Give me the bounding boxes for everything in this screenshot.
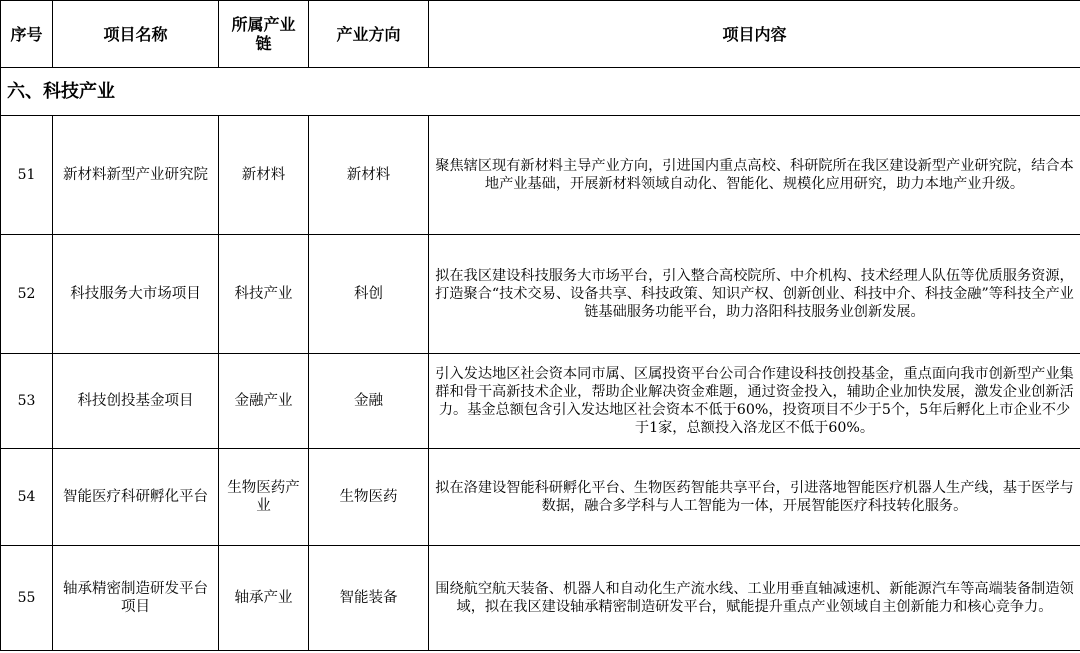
table-row <box>1 449 1080 546</box>
row-name: 新材料新型产业研究院 <box>53 116 219 235</box>
row-chain: 生物医药产业 <box>219 449 309 546</box>
table-row <box>1 116 1080 235</box>
row-seq: 54 <box>1 449 53 546</box>
table-row <box>1 235 1080 354</box>
row-seq: 53 <box>1 354 53 449</box>
row-chain: 轴承产业 <box>219 546 309 651</box>
row-content: 拟在我区建设科技服务大市场平台，引入整合高校院所、中介机构、技术经理人队伍等优质服务资源，打造聚合“技术交易、设备共享、科技政策、知识产权、创新创业、科技中介、科技金融”等科技全产业链基础服务功能平台，助力洛阳科技服务业创新发展。 <box>429 235 1080 354</box>
section-row <box>1 68 1080 116</box>
table-row <box>1 354 1080 449</box>
row-direction: 智能装备 <box>309 546 429 651</box>
header-seq: 序号 <box>1 1 53 68</box>
header-content: 项目内容 <box>429 1 1080 68</box>
section-title: 六、科技产业 <box>1 68 1080 116</box>
row-direction: 新材料 <box>309 116 429 235</box>
header-chain: 所属产业链 <box>219 1 309 68</box>
row-content: 聚焦辖区现有新材料主导产业方向，引进国内重点高校、科研院所在我区建设新型产业研究院，结合本地产业基础，开展新材料领域自动化、智能化、规模化应用研究，助力本地产业升级。 <box>429 116 1080 235</box>
row-name: 科技创投基金项目 <box>53 354 219 449</box>
row-chain: 金融产业 <box>219 354 309 449</box>
row-seq: 51 <box>1 116 53 235</box>
row-seq: 52 <box>1 235 53 354</box>
row-content: 引入发达地区社会资本同市属、区属投资平台公司合作建设科技创投基金，重点面向我市创新型产业集群和骨干高新技术企业，帮助企业解决资金难题，通过资金投入，辅助企业加快发展，激发企业创新活力。基金总额包含引入发达地区社会资本不低于60%，投资项目不少于5个，5年后孵化上市企业不少于1家，总额投入洛龙区不低于60%。 <box>429 354 1080 449</box>
row-chain: 科技产业 <box>219 235 309 354</box>
table-row <box>1 546 1080 651</box>
row-content: 拟在洛建设智能科研孵化平台、生物医药智能共享平台，引进落地智能医疗机器人生产线，基于医学与数据，融合多学科与人工智能为一体，开展智能医疗科技转化服务。 <box>429 449 1080 546</box>
row-direction: 生物医药 <box>309 449 429 546</box>
row-name: 科技服务大市场项目 <box>53 235 219 354</box>
row-seq: 55 <box>1 546 53 651</box>
row-content: 围绕航空航天装备、机器人和自动化生产流水线、工业用垂直轴减速机、新能源汽车等高端装备制造领域，拟在我区建设轴承精密制造研发平台，赋能提升重点产业领域自主创新能力和核心竞争力。 <box>429 546 1080 651</box>
row-direction: 金融 <box>309 354 429 449</box>
table-header-row <box>1 1 1080 68</box>
row-name: 智能医疗科研孵化平台 <box>53 449 219 546</box>
row-chain: 新材料 <box>219 116 309 235</box>
header-direction: 产业方向 <box>309 1 429 68</box>
row-name: 轴承精密制造研发平台项目 <box>53 546 219 651</box>
row-direction: 科创 <box>309 235 429 354</box>
header-name: 项目名称 <box>53 1 219 68</box>
